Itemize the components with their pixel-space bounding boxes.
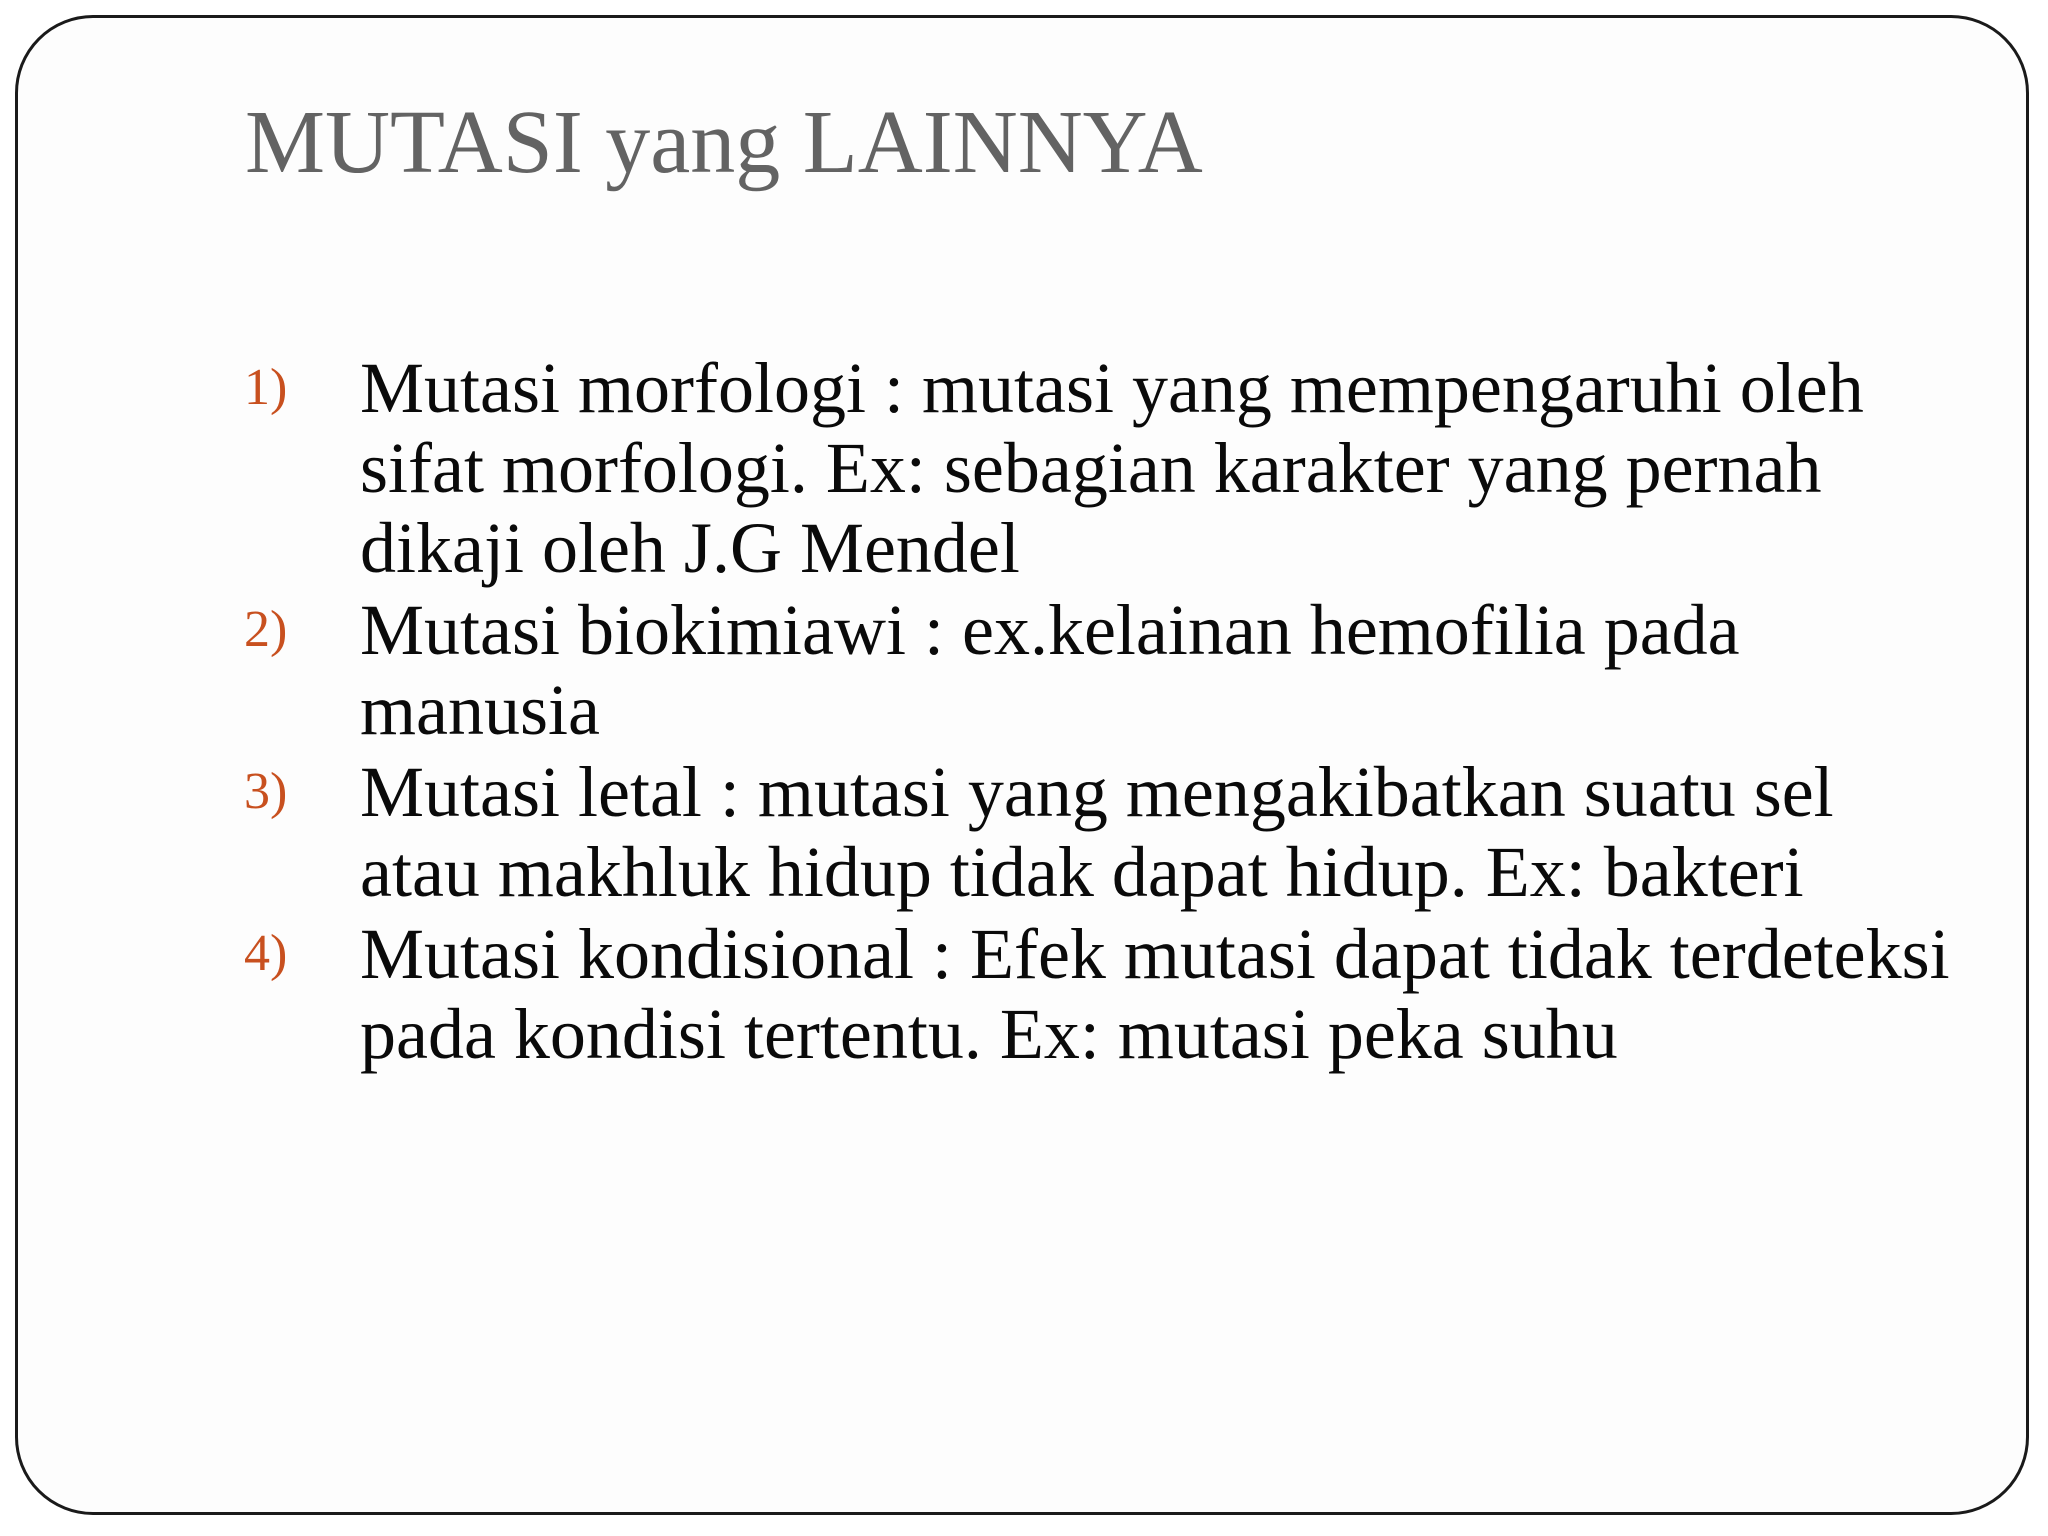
list-item-number: 2)	[244, 601, 288, 658]
list-item	[240, 914, 1970, 1074]
list-item	[240, 348, 1970, 588]
slide-title: MUTASI yang LAINNYA	[245, 93, 1203, 192]
mutation-list	[240, 348, 1970, 1076]
list-item-text: Mutasi morfologi : mutasi yang mempengaruhi oleh sifat morfologi. Ex: sebagian karakter yang pernah dikaji oleh J.G Mendel	[360, 348, 1864, 588]
list-item-number: 4)	[244, 925, 288, 982]
list-item-number: 1)	[244, 359, 288, 416]
list-item-text: Mutasi kondisional : Efek mutasi dapat tidak terdeteksi pada kondisi tertentu. Ex: mutasi peka suhu	[360, 914, 1950, 1074]
list-item-text: Mutasi letal : mutasi yang mengakibatkan suatu sel atau makhluk hidup tidak dapat hidup. Ex: bakteri	[360, 752, 1834, 912]
slide-frame	[15, 15, 2029, 1515]
list-item-text: Mutasi biokimiawi : ex.kelainan hemofilia pada manusia	[360, 590, 1740, 750]
list-item-number: 3)	[244, 763, 288, 820]
list-item	[240, 590, 1970, 750]
list-item	[240, 752, 1970, 912]
